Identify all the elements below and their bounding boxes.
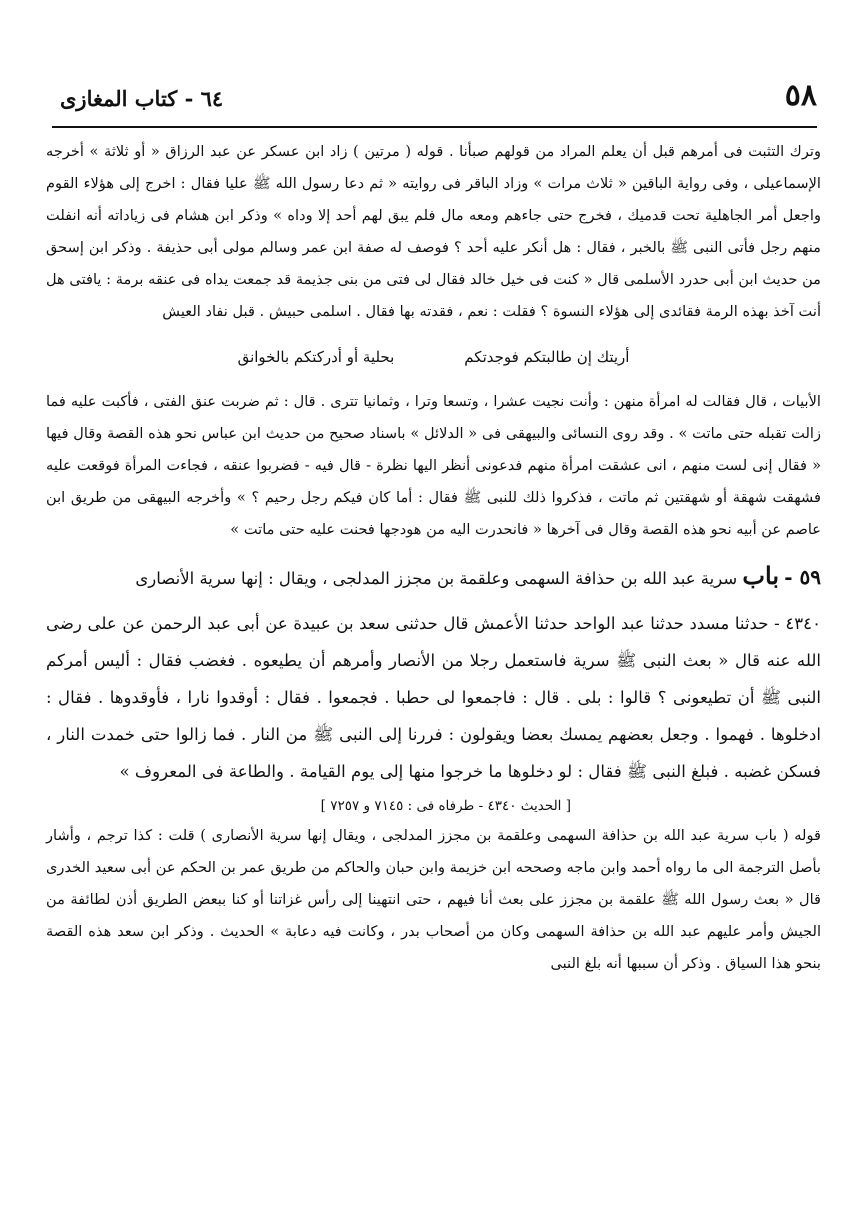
running-title: ٦٤ - كتاب المغازى — [60, 86, 224, 111]
chapter-title: سرية عبد الله بن حذافة السهمى وعلقمة بن مجزز المدلجى ، ويقال : إنها سرية الأنصارى — [135, 569, 738, 588]
chapter-heading — [46, 554, 821, 601]
commentary-paragraph-2: الأبيات ، قال فقالت له امرأة منهن : وأنت نجيت عشرا ، وتسعا وترا ، وثمانيا تترى . قال : ثم ضربت عنق الفتى ، فأكبت عليه فما زالت تقبله حتى ماتت » . وقد روى النسائى والبيهقى فى « الدلائل » باسناد صحيح من حديث ابن عباس نحو هذه القصة وقال فيها « فقال إنى لست منهم ، انى عشقت امرأة منهم فدعونى أنظر اليها نظرة - قال فيه - فضربوا عنقه ، فجاءت المرأة فوقعت عليه فشهقت شهقة أو شهقتين ثم ماتت ، فذكروا ذلك للنبى ﷺ فقال : أما كان فيكم رجل رحيم ؟ » وأخرجه البيهقى من طريق ابن عاصم عن أبيه نحو هذه القصة وقال فى آخرها « فانحدرت اليه من هودجها فحنت عليه حتى ماتت » — [46, 393, 821, 538]
verse-hemistich-left: بحلية أو أدركتكم بالخوانق — [237, 348, 395, 366]
verse-hemistich-right: أريتك إن طالبتكم فوجدتكم — [464, 348, 630, 366]
chapter-number: ٥٩ - — [784, 565, 821, 589]
commentary-paragraph-1: وترك التثبت فى أمرهم قبل أن يعلم المراد من قولهم صبأنا . قوله ( مرتين ) زاد ابن عسكر عن عبد الرزاق « أو ثلاثة » أخرجه الإسماعيلى ، وفى رواية الباقين « ثلاث مرات » وزاد الباقر فى روايته « ثم دعا رسول الله ﷺ عليا فقال : اخرج إلى هؤلاء القوم واجعل أمر الجاهلية تحت قدميك ، فخرج حتى جاءهم ومعه مال فلم يبق لهم أحد إلا وداه » وذكر ابن هشام فى زياداته أنه انفلت منهم رجل فأتى النبى ﷺ بالخبر ، فقال : هل أنكر عليه أحد ؟ فوصف له صفة ابن عمر وسالم مولى أبى حذيفة . وذكر ابن إسحق من حديث ابن أبى حدرد الأسلمى قال « كنت فى خيل خالد فقال لى فتى من بنى جذيمة قد جمعت يداه فى عنقه برمة : يافتى هل أنت آخذ بهذه الرمة فقائدى إلى هؤلاء النسوة ؟ فقلت : نعم ، فقدته بها فقال . اسلمى حبيش . قبل نفاد العيش — [46, 143, 821, 320]
hadith-text: ٤٣٤٠ - حدثنا مسدد حدثنا عبد الواحد حدثنا الأعمش قال حدثنى سعد بن عبيدة عن أبى عبد الرحمن عن على رضى الله عنه قال « بعث النبى ﷺ سرية فاستعمل رجلا من الأنصار وأمرهم أن يطيعوه . فغضب فقال : أليس أمركم النبى ﷺ أن تطيعونى ؟ قالوا : بلى . قال : فاجمعوا لى حطبا . فجمعوا . فقال : أوقدوا نارا ، فأوقدوها . فقال : ادخلوها . فهموا . وجعل بعضهم يمسك بعضا ويقولون : فررنا إلى النبى ﷺ من النار . فما زالوا حتى خمدت النار ، فسكن غضبه . فبلغ النبى ﷺ فقال : لو دخلوها ما خرجوا منها إلى يوم القيامة . والطاعة فى المعروف » — [46, 614, 821, 781]
page-number: ٥٨ — [784, 78, 817, 113]
poetry-verse — [46, 332, 821, 382]
chapter-word: باب — [742, 561, 779, 590]
commentary-paragraph-3: قوله ( باب سرية عبد الله بن حذافة السهمى وعلقمة بن مجزز المدلجى ، ويقال إنها سرية الأنصارى ) قلت : كذا ترجم ، وأشار بأصل الترجمة الى ما رواه أحمد وابن ماجه وصححه ابن خزيمة وابن حبان والحاكم من طريق عمر بن الحكم عن أبى سعيد الخدرى قال « بعث رسول الله ﷺ علقمة بن مجزز على بعث أنا فيهم ، حتى انتهينا إلى رأس غزاتنا أو كنا ببعض الطريق أذن لطائفة من الجيش وأمر عليهم عبد الله بن حذافة السهمى وكان من أصحاب بدر ، وكانت فيه دعابة » الحديث . وذكر ابن سعد هذه القصة بنحو هذا السياق . وذكر أن سببها أنه بلغ النبى — [46, 827, 821, 972]
hadith-reference: [ الحديث ٤٣٤٠ - طرفاه فى : ٧١٤٥ و ٧٢٥٧ ] — [320, 798, 571, 814]
page-body — [46, 136, 821, 980]
page-header — [52, 78, 817, 128]
